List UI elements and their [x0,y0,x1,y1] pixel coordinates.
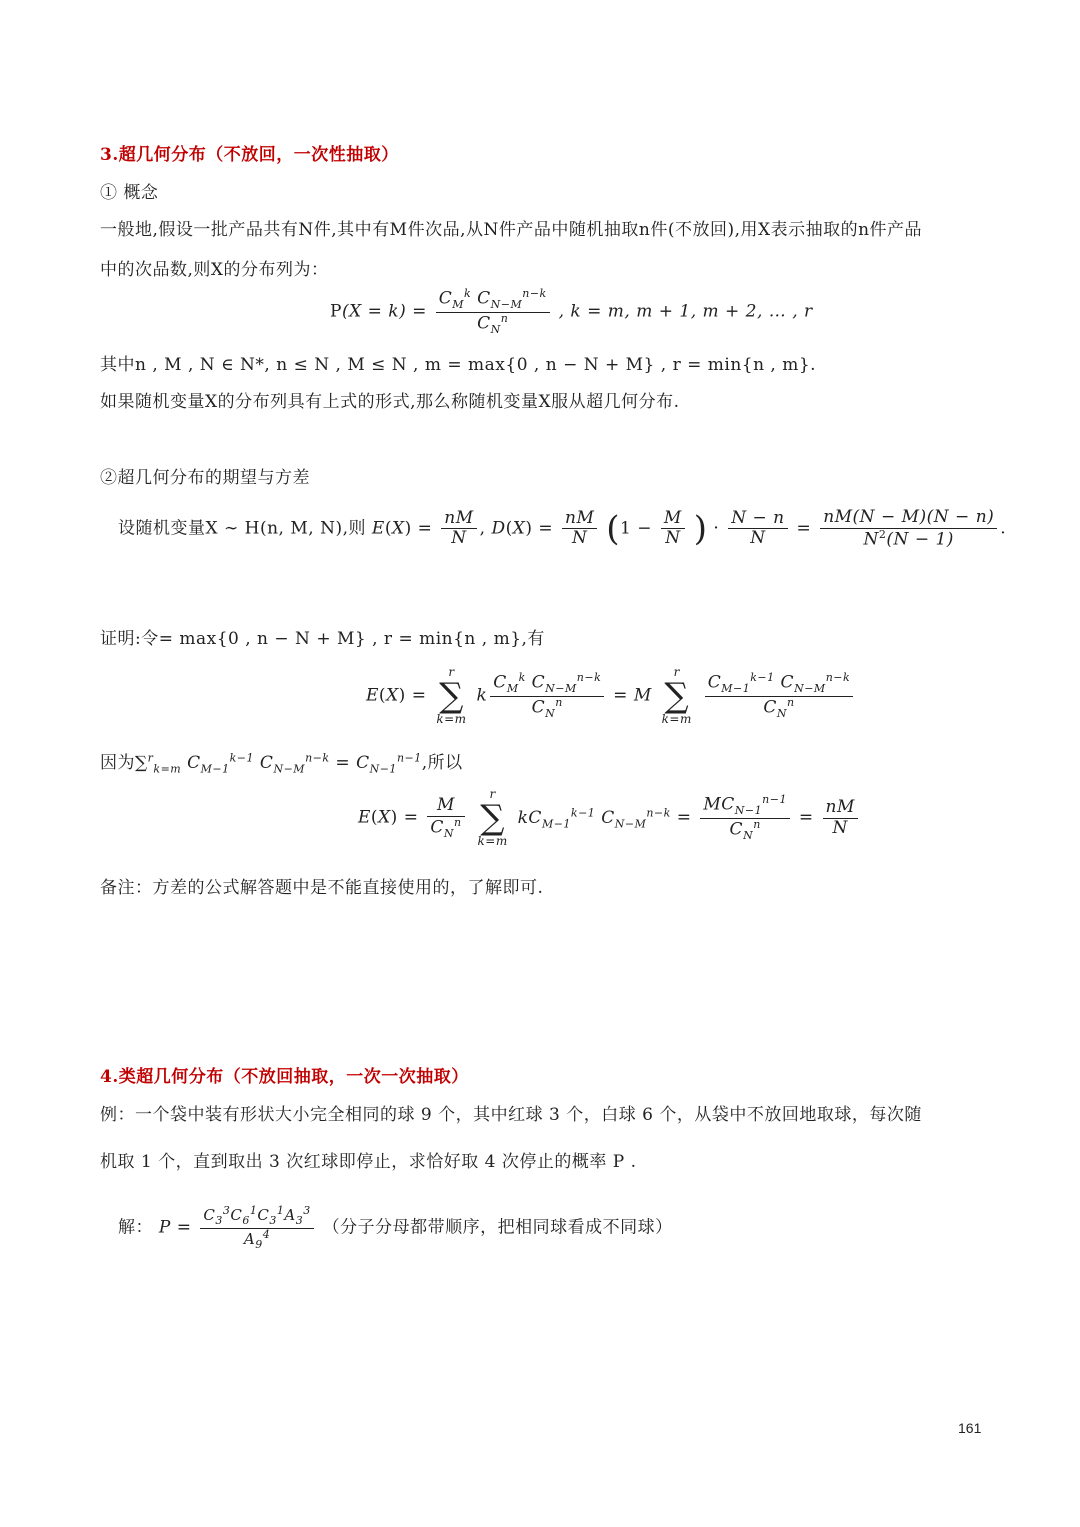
because-word: 因为 [100,753,135,773]
intro-line-1: 一般地,假设一批产品共有N件,其中有M件次品,从N件产品中随机抽取n件(不放回),用X表示抽取的n件产品 [100,220,923,240]
concept-heading: ① 概念 [100,183,159,203]
example-line-1: 例：一个袋中装有形状大小完全相同的球 9 个，其中红球 3 个，白球 6 个，从袋中不放回地取球，每次随 [100,1105,922,1125]
expect-sum-formula-2: E(X) = $\frac{M}{C_N^n}$ r ∑ k=m $kC_{M-1}^{k-1}$ $C_{N-M}^{n-k}$ = $\frac{MC_{N-1}^{n-1}}{C_N^n}$ = $\frac{nM}{N}$ [358,788,861,848]
section-4-title: 4.类超几何分布（不放回抽取，一次一次抽取） [100,1067,469,1087]
because-tail: ,所以 [421,753,463,773]
expect-sum-formula-1: E(X) = r ∑ k=m k $\frac{C_M^k C_{N-M}^{n-k}}{C_N^n}$ = M r ∑ k=m $\frac{C_{M-1}^{k-1} C_{N-M}^{n-k}}{C_N^n}$ [366,666,856,726]
remark: 备注：方差的公式解答题中是不能直接使用的，了解即可. [100,878,544,898]
solution-line: 解： P = $\frac{C_3^3C_6^1C_3^1A_3^3}{A_9^4}$ （分子分母都带顺序，把相同球看成不同球） [118,1204,673,1251]
expect-heading: ②超几何分布的期望与方差 [100,468,310,488]
because-line: 因为∑$^r_{k=m}$ $C_{M-1}^{k-1}$ $C_{N-M}^{n-k} = C_{N-1}^{n-1}$,所以 [100,751,463,776]
intro-line-2: 中的次品数,则X的分布列为： [100,260,329,280]
expect-formula: 设随机变量X ∼ H(n, M, N),则 E(X) = $\frac{nM}{N}$ , D(X) = $\frac{nM}{N}$ (1 − $\frac{M}{N}$ ) · $\frac{N - n}{N}$ = $\frac{nM(N - M)(N - n)}{N^2(N - 1)}$ . [118,507,1007,550]
section-3-title: 3.超几何分布（不放回，一次性抽取） [100,145,399,165]
solution-lead: 解： [118,1217,153,1238]
conditions: 其中n , M , N ∈ N*, n ≤ N , M ≤ N , m = max{0 , n − N + M} , r = min{n , m}. [100,355,817,375]
pmf-tail: , k = m, m + 1, m + 2, … , r [558,301,813,322]
pmf-fraction: $\frac{C_M^k C_{N-M}^{n-k}}{C_N^n}$ [436,288,550,336]
example-line-2: 机取 1 个，直到取出 3 次红球即停止，求恰好取 4 次停止的概率 P . [100,1152,637,1172]
expect-lead: 设随机变量X ∼ H(n, M, N),则 [118,518,366,539]
pmf-formula: P(X = k) = $\frac{C_M^k C_{N-M}^{n-k}}{C_N^n}$ , k = m, m + 1, m + 2, … , r [330,287,813,336]
page-number: 161 [958,1420,982,1436]
proof-lead: 证明:令= max{0 , n − N + M} , r = min{n , m},有 [100,629,545,649]
definition: 如果随机变量X的分布列具有上式的形式,那么称随机变量X服从超几何分布. [100,392,680,412]
solution-note: （分子分母都带顺序，把相同球看成不同球） [322,1217,673,1238]
